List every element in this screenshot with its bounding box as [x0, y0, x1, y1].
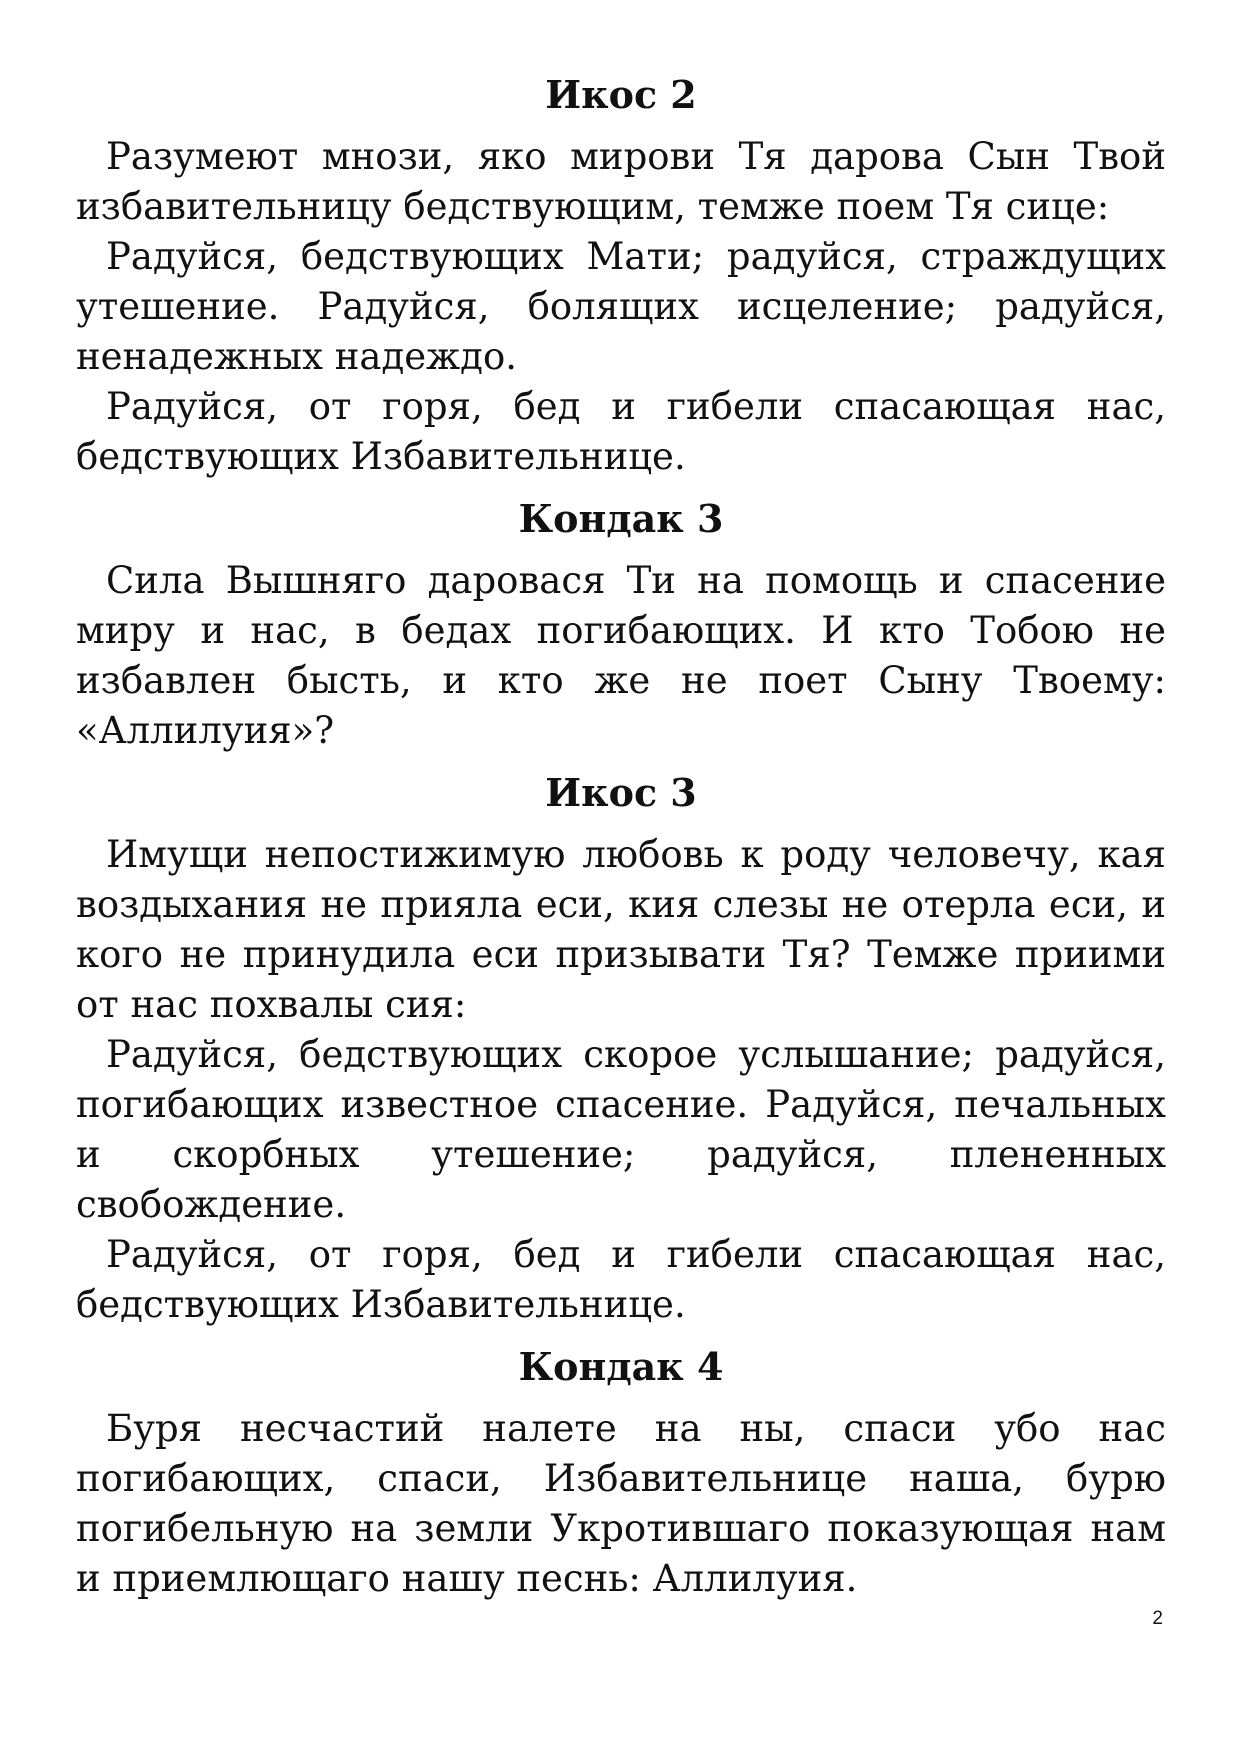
- paragraph: Радуйся, от горя, бед и гибели спасающая нас, бедствующих Избавительнице.: [76, 1233, 1166, 1326]
- section-heading: Кондак 4: [518, 1344, 724, 1389]
- section-kondak-4: [76, 1342, 1166, 1604]
- page-number: 2: [1152, 1608, 1163, 1629]
- paragraph: Имущи непостижимую любовь к роду человечу, кая воздыхания не прияла еси, кия слезы не отерла еси, и кого не принудила еси призывати Тя? Темже приими от нас похвалы сия:: [76, 833, 1166, 1026]
- section-heading: Икос 2: [545, 72, 697, 117]
- paragraph: Радуйся, бедствующих Мати; радуйся, страждущих утешение. Радуйся, болящих исцеление; радуйся, ненадежных надеждо.: [76, 235, 1166, 378]
- paragraph: Сила Вышняго даровася Ти на помощь и спасение миру и нас, в бедах погибающих. И кто Тобою не избавлен бысть, и кто же не поет Сыну Твоему: «Аллилуия»?: [76, 559, 1166, 752]
- document-page: [76, 70, 1166, 1616]
- section-ikos-2: [76, 70, 1166, 482]
- paragraph: Радуйся, бедствующих скорое услышание; радуйся, погибающих известное спасение. Радуйся, печальных и скорбных утешение; радуйся, плененных свобождение.: [76, 1033, 1166, 1226]
- paragraph: Разумеют мнози, яко мирови Тя дарова Сын Твой избавительницу бедствующим, темже поем Тя сице:: [76, 135, 1166, 228]
- section-kondak-3: [76, 494, 1166, 756]
- paragraph: Буря несчастий налете на ны, спаси убо нас погибающих, спаси, Избавительнице наша, бурю погибельную на земли Укротившаго показующая нам и приемлющаго нашу песнь: Аллилуия.: [76, 1407, 1166, 1600]
- section-heading: Кондак 3: [518, 496, 724, 541]
- paragraph: Радуйся, от горя, бед и гибели спасающая нас, бедствующих Избавительнице.: [76, 385, 1166, 478]
- section-heading: Икос 3: [545, 770, 697, 815]
- section-ikos-3: [76, 768, 1166, 1330]
